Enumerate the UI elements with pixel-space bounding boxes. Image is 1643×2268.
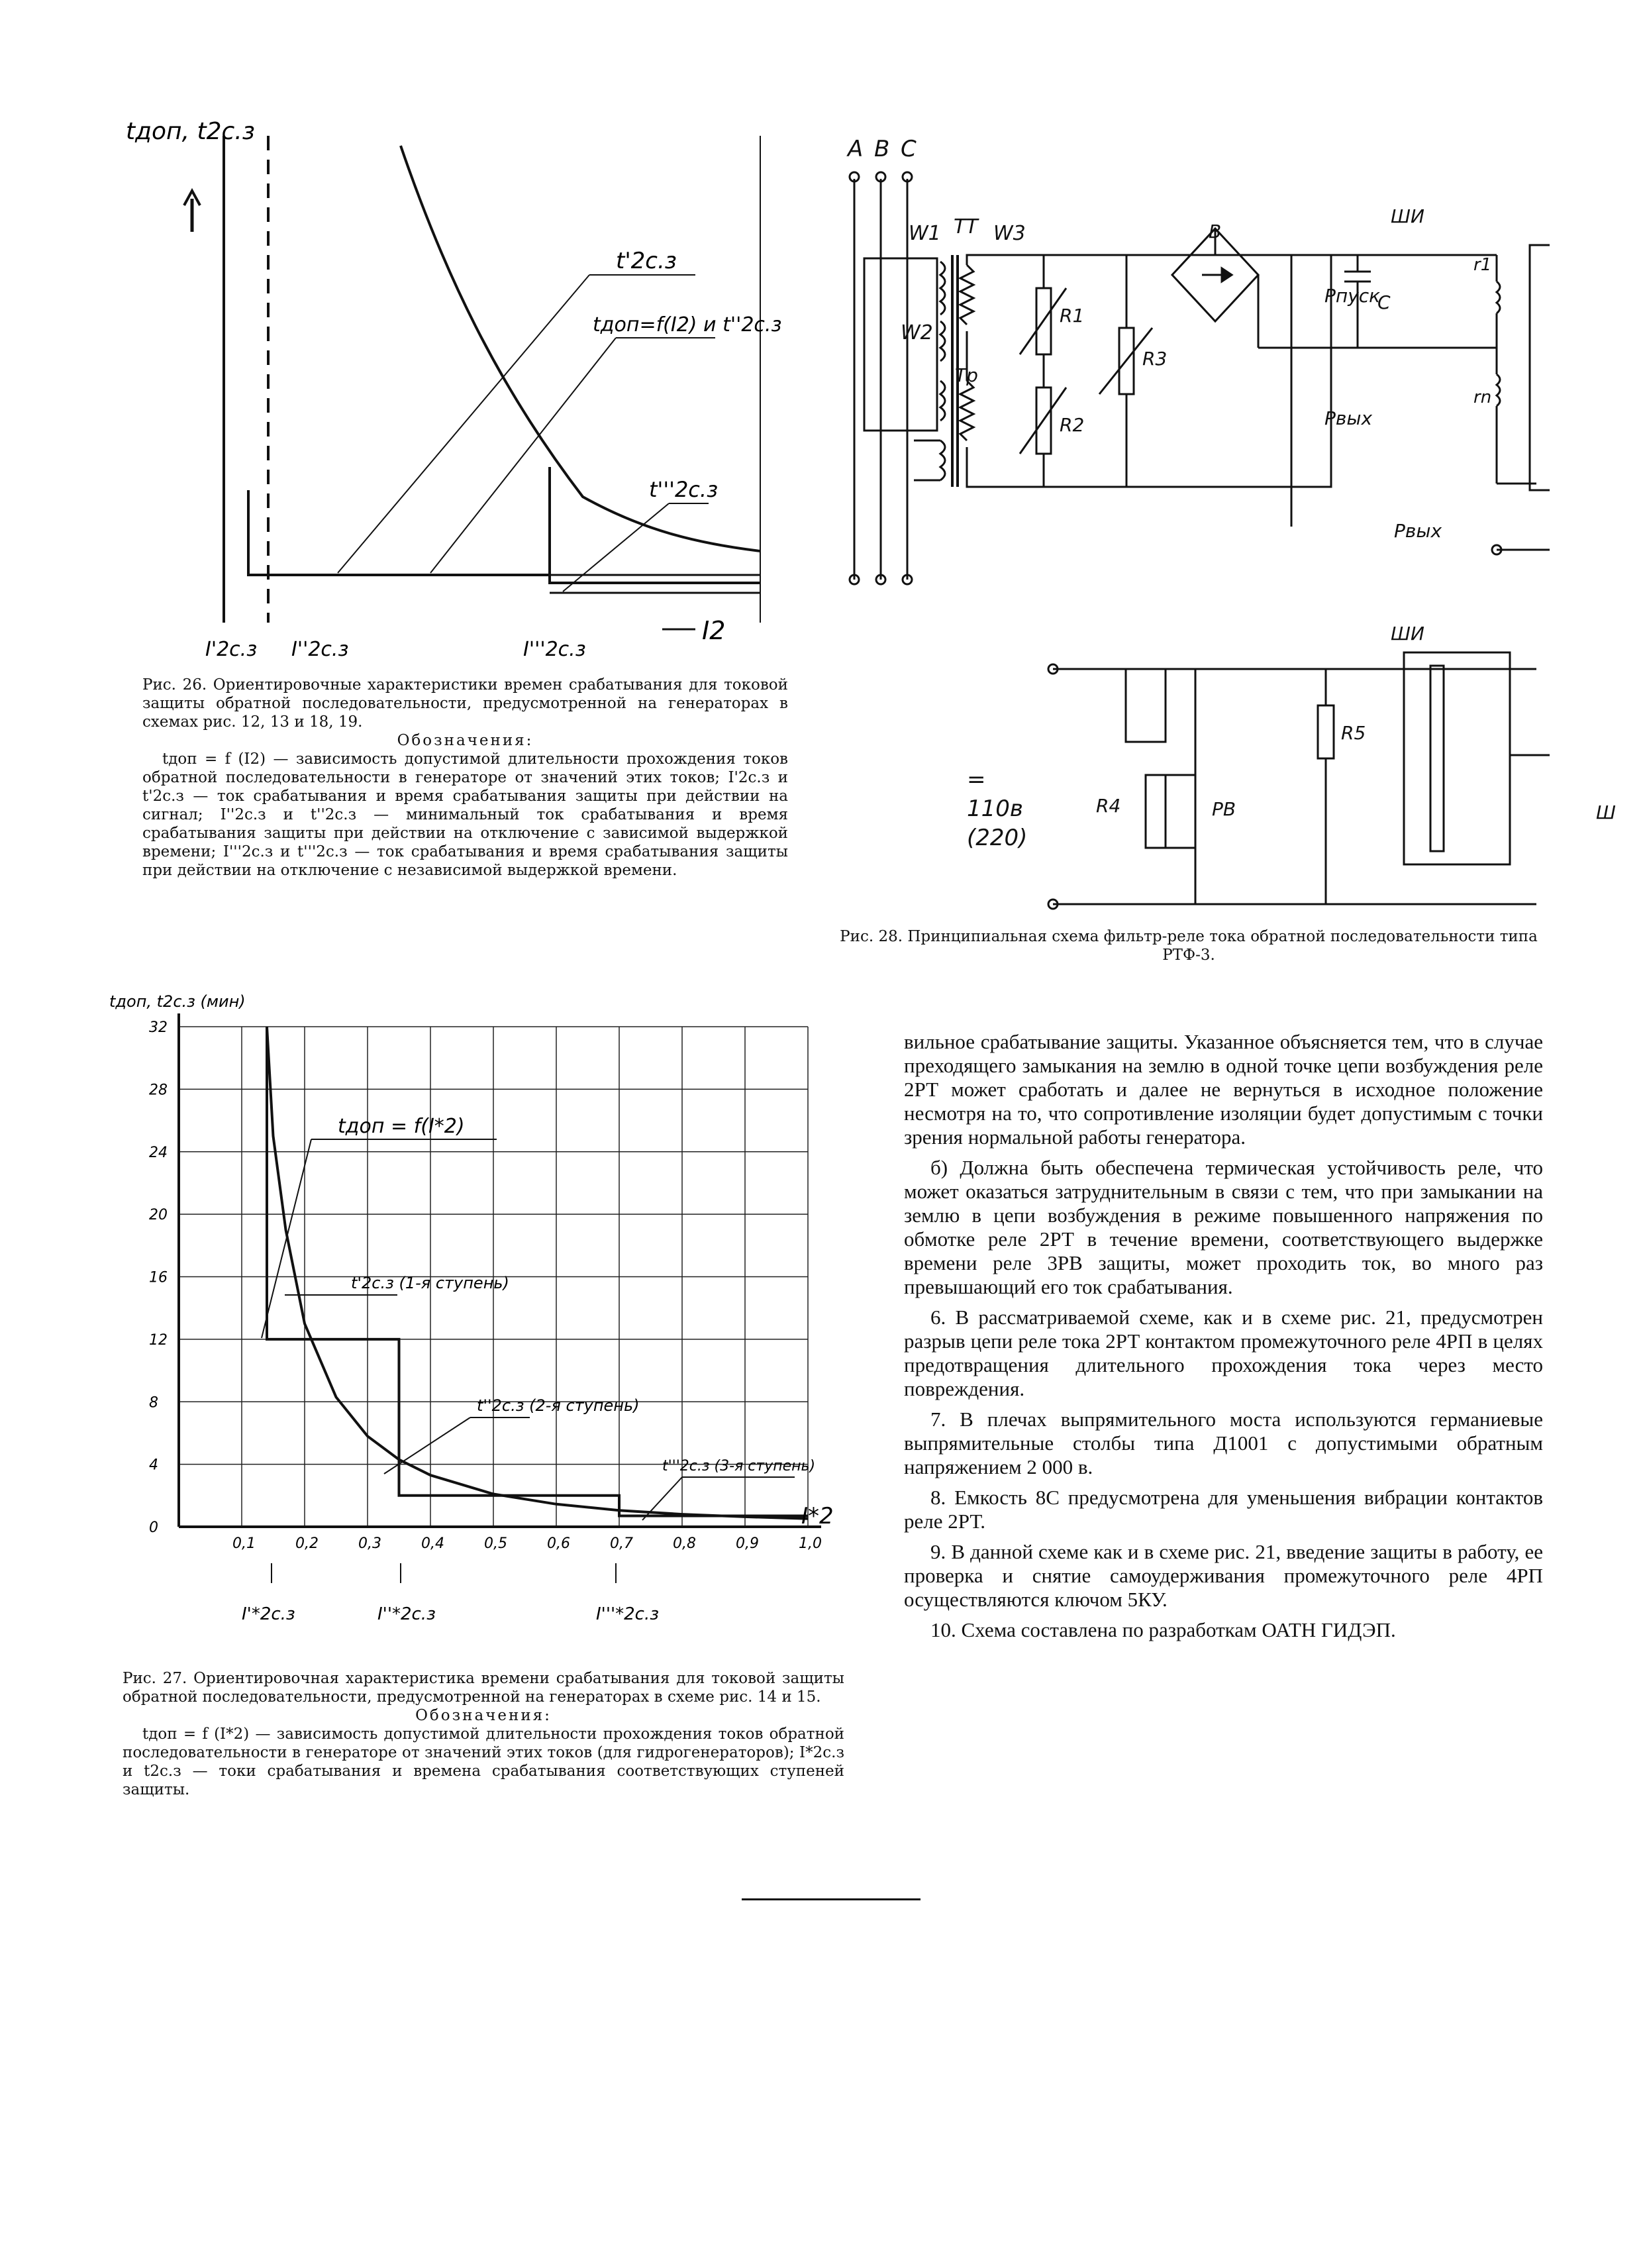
y-tick-label: 0 — [149, 1520, 158, 1536]
label-c: С — [1377, 291, 1391, 313]
fig26-legend-heading: Обозначения: — [397, 732, 534, 749]
body-text-column — [904, 1030, 1543, 1649]
x-tick-label: 0,2 — [295, 1535, 319, 1552]
label-r1: R1 — [1060, 305, 1085, 327]
fig26-caption — [142, 676, 788, 880]
x-tick-label: 0,4 — [421, 1535, 444, 1552]
fig27-label-step3: t'''2с.з (3-я ступень) — [662, 1458, 816, 1474]
label-rrn: rn — [1473, 387, 1492, 407]
x-tick-label: 0,3 — [358, 1535, 381, 1552]
x-tick-label: 0,8 — [673, 1535, 696, 1552]
y-tick-label: 4 — [149, 1457, 158, 1474]
fig26-tick-2: I''2с.з — [291, 638, 349, 661]
fig27-x-label: I*2 — [801, 1503, 834, 1529]
label-sh: Ш — [1596, 801, 1616, 823]
fig26-legend-text: tдоп = f (I2) — зависимость допустимой длительности прохождения токов обратной последовательности в генераторе от значений этих токов; I'2с.з и t'2с.з — ток срабатывания и время срабатывания защиты при действии на сигнал; I''2с.з и t''2с.з — минимальный ток срабатывания и время срабатывания защиты при действии на отключение с зависимой выдержкой времени; I'''2с.з и t'''2с.з — ток срабатывания и время срабатывания защиты при действии на отключение с независимой выдержкой времени. — [142, 750, 788, 879]
fig27-caption-title: Рис. 27. Ориентировочная характеристика времени срабатывания для токовой защиты обратной последовательности, предусмотренной на генераторах в схеме рис. 14 и 15. — [123, 1670, 844, 1706]
x-tick-label: 0,6 — [547, 1535, 570, 1552]
figure-26 — [99, 106, 781, 669]
y-tick-label: 20 — [149, 1207, 168, 1224]
fig27-label-tdop: tдоп = f(I*2) — [338, 1115, 465, 1138]
fig26-tick-1: I'2с.з — [205, 638, 258, 661]
end-rule — [742, 1898, 921, 1900]
paragraph-3: 7. В плечах выпрямительного моста используются германиевые выпрямительные столбы типа Д1001 с допустимыми обратным напряжением 2 000 в. — [904, 1408, 1543, 1478]
fig26-step-t1 — [248, 490, 550, 575]
label-tr: Тр — [955, 364, 978, 386]
label-shi-2: ШИ — [1391, 623, 1424, 644]
fig28-caption — [838, 927, 1540, 964]
y-tick-label: 28 — [149, 1082, 168, 1099]
fig27-tick-3: I'''*2с.з — [596, 1604, 660, 1624]
label-rr1: r1 — [1473, 255, 1492, 275]
x-tick-label: 0,1 — [232, 1535, 256, 1552]
fig26-label-tdop: tдоп=f(I2) и t''2с.з — [593, 313, 781, 336]
paragraph-0: вильное срабатывание защиты. Указанное объясняется тем, что в случае преходящего замыкания на землю в одной точке цепи возбуждения реле 2РТ может сработать и далее не вернуться в исходное положение несмотря на то, что сопротивление изоляции будет допустимым с точки зрения нормальной работы генератора. — [904, 1030, 1543, 1149]
fig26-label-t3: t'''2с.з — [649, 477, 719, 502]
series-tdop-line — [267, 1027, 808, 1519]
y-tick-label: 8 — [149, 1394, 158, 1412]
label-w2: W2 — [901, 321, 933, 344]
y-tick-label: 32 — [149, 1019, 168, 1036]
y-tick-label: 16 — [149, 1269, 168, 1286]
label-rv: РВ — [1212, 798, 1236, 820]
x-tick-label: 0,9 — [736, 1535, 759, 1552]
label-p-vyh-out: Рвых — [1394, 520, 1442, 542]
label-p-pusk: Рпуск — [1324, 285, 1381, 307]
fig26-x-label: I2 — [702, 616, 726, 645]
figure-27-chart — [99, 987, 848, 1656]
paragraph-4: 8. Емкость 8С предусмотрена для уменьшения вибрации контактов реле 2РТ. — [904, 1486, 1543, 1533]
fig27-label-step2: t''2с.з (2-я ступень) — [477, 1396, 640, 1415]
fig27-y-label: tдоп, t2с.з (мин) — [109, 992, 246, 1011]
x-tick-label: 1,0 — [799, 1535, 822, 1552]
fig26-tick-3: I'''2с.з — [523, 638, 586, 661]
fig27-tick-1: I'*2с.з — [242, 1604, 295, 1624]
fig26-label-t1: t'2с.з — [616, 248, 677, 274]
x-tick-label: 0,7 — [610, 1535, 633, 1552]
fig27-caption — [123, 1669, 844, 1799]
fig28-labels — [834, 129, 1616, 911]
voltage-label: = 110в (220) — [967, 766, 1028, 851]
x-tick-label: 0,5 — [484, 1535, 507, 1552]
fig27-label-step1: t'2с.з (1-я ступень) — [351, 1274, 509, 1292]
y-tick-label: 24 — [149, 1144, 168, 1161]
label-r5: R5 — [1341, 722, 1366, 744]
phase-B: B — [874, 136, 890, 162]
label-shi: ШИ — [1391, 205, 1424, 227]
label-v: В — [1209, 221, 1222, 242]
fig27-legend-heading: Обозначения: — [415, 1707, 552, 1724]
fig26-y-label: tдоп, t2с.з — [126, 118, 255, 145]
fig27-tick-2: I''*2с.з — [377, 1604, 436, 1624]
paragraph-6: 10. Схема составлена по разработкам ОАТН ГИДЭП. — [930, 1618, 1396, 1641]
label-r4: R4 — [1096, 795, 1121, 817]
fig27-legend-text: tдоп = f (I*2) — зависимость допустимой длительности прохождения токов обратной последовательности в генераторе от значений этих токов (для гидрогенераторов); I*2с.з и t2с.з — токи срабатывания и времена срабатывания соответствующих ступеней защиты. — [123, 1726, 844, 1798]
phase-A: A — [848, 136, 864, 162]
fig28-caption-text: Рис. 28. Принципиальная схема фильтр-реле тока обратной последовательности типа РТФ-3. — [840, 928, 1538, 964]
paragraph-2: 6. В рассматриваемой схеме, как и в схеме рис. 21, предусмотрен разрыв цепи реле тока 2РТ контактом промежуточного реле 4РП в целях предотвращения длительного прохождения тока через место повреждения. — [904, 1306, 1543, 1400]
phase-C: C — [901, 136, 917, 162]
paragraph-1: б) Должна быть обеспечена термическая устойчивость реле, что может оказаться затруднительным в связи с тем, что при замыкании на землю в цепи возбуждения в режиме повышенного напряжения по обмотке реле 2РТ в течение времени, соответствующего выдержке времени реле 3РВ защиты, может проходить ток, во много раз превышающий его ток срабатывания. — [904, 1156, 1543, 1298]
label-tt: TT — [954, 215, 978, 238]
label-w1: W1 — [909, 222, 941, 245]
paragraph-5: 9. В данной схеме как и в схеме рис. 21, введение защиты в работу, ее проверка и снятие самоудерживания промежуточного реле 4РП осуществляются ключом 5КУ. — [904, 1540, 1543, 1611]
y-tick-label: 12 — [149, 1331, 168, 1349]
series-step-line — [267, 1027, 808, 1516]
label-p-vyh: Рвых — [1324, 407, 1373, 429]
label-r3: R3 — [1142, 348, 1168, 370]
label-r2: R2 — [1060, 414, 1085, 436]
label-w3: W3 — [993, 222, 1026, 245]
fig26-caption-title: Рис. 26. Ориентировочные характеристики времен срабатывания для токовой защиты обратной последовательности, предусмотренной на генераторах в схемах рис. 12, 13 и 18, 19. — [142, 676, 788, 731]
